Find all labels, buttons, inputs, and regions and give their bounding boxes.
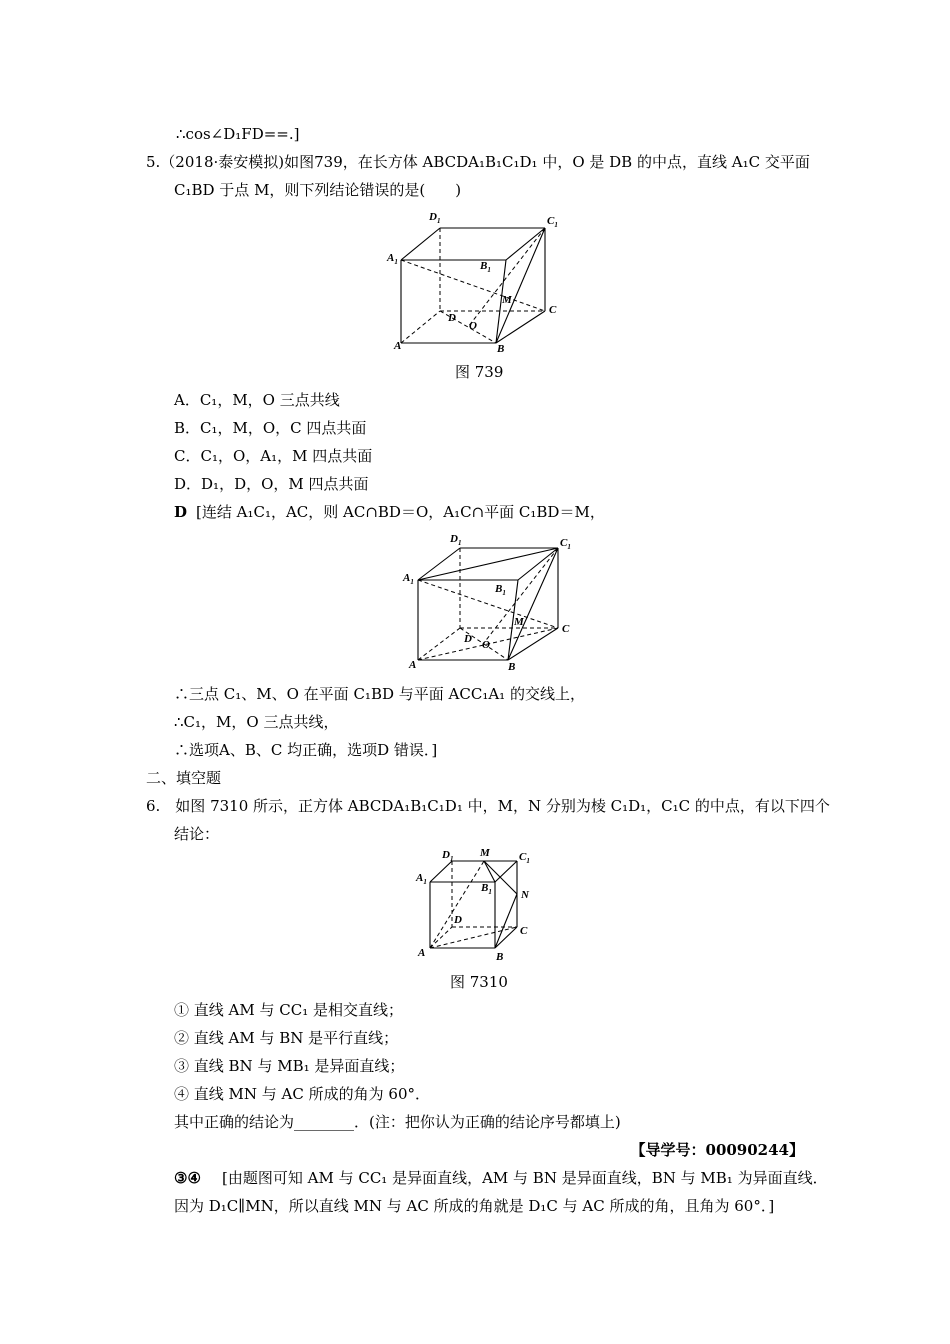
label-d1: $D_1$ (442, 849, 454, 863)
label-o: O (482, 639, 490, 651)
q5-option-b: B．C₁，M，O，C 四点共面 (174, 419, 367, 437)
label-b: B (508, 661, 516, 673)
q5-option-c: C．C₁，O，A₁，M 四点共面 (174, 447, 373, 465)
label-d1: $D_1$ (429, 211, 441, 225)
q5-stem-line2: C₁BD 于点 M，则下列结论错误的是( ) (174, 181, 462, 199)
q6-stem-line1: 6. 如图 7310 所示，正方体 ABCDA₁B₁C₁D₁ 中，M，N 分别为棱 C₁D₁，C₁C 的中点，有以下四个 (146, 797, 830, 815)
label-c: C (520, 925, 528, 937)
q5-answer-line4: ∴选项A、B、C 均正确，选项D 错误．] (174, 741, 438, 759)
q6-answer-label: ③④ (174, 1169, 201, 1187)
label-b1: $B_1$ (480, 260, 491, 274)
figure-739 (385, 205, 585, 355)
label-d: D (448, 312, 456, 324)
q5-answer-label: D (174, 503, 188, 521)
label-a1: $A_1$ (403, 572, 414, 586)
label-b: B (496, 951, 504, 963)
label-m: M (502, 294, 512, 306)
figure-7310-caption: 图 7310 (450, 973, 508, 991)
label-a: A (394, 340, 402, 352)
guide-number: 【导学号：00090244】 (630, 1141, 804, 1159)
label-a: A (418, 947, 426, 959)
section-title: 二、填空题 (146, 769, 222, 787)
previous-answer-tail: ∴cos∠D₁FD==.] (176, 125, 300, 143)
label-b1: $B_1$ (481, 882, 492, 896)
q6-statement-2: ② 直线 AM 与 BN 是平行直线； (174, 1029, 399, 1047)
q6-answer-line1: [由题图可知 AM 与 CC₁ 是异面直线，AM 与 BN 是异面直线，BN 与 MB₁ 为异面直线． (222, 1169, 828, 1187)
q6-statement-1: ① 直线 AM 与 CC₁ 是相交直线； (174, 1001, 404, 1019)
label-n: N (521, 889, 529, 901)
q6-answer-line2: 因为 D₁C∥MN，所以直线 MN 与 AC 所成的角就是 D₁C 与 AC 所成的角，且角为 60°．] (174, 1197, 775, 1215)
q5-answer-line3: ∴C₁，M，O 三点共线， (174, 713, 339, 731)
q6-statement-3: ③ 直线 BN 与 MB₁ 是异面直线； (174, 1057, 405, 1075)
label-c1: $C_1$ (519, 851, 530, 865)
label-a1: $A_1$ (387, 252, 398, 266)
label-c1: $C_1$ (560, 537, 571, 551)
q6-statement-4: ④ 直线 MN 与 AC 所成的角为 60°． (174, 1085, 430, 1103)
figure-739-caption: 图 739 (455, 363, 504, 381)
label-a: A (409, 659, 417, 671)
label-b1: $B_1$ (495, 583, 506, 597)
q5-option-d: D．D₁，D，O，M 四点共面 (174, 475, 369, 493)
q5-stem-line1: 5.（2018·泰安模拟)如图739，在长方体 ABCDA₁B₁C₁D₁ 中，O 是 DB 的中点，直线 A₁C 交平面 (146, 153, 810, 171)
label-m: M (480, 847, 490, 859)
figure-7310 (412, 848, 542, 968)
label-c: C (549, 304, 557, 316)
q6-stem-line2: 结论： (174, 825, 220, 843)
q5-answer-line1: [连结 A₁C₁，AC，则 AC∩BD＝O，A₁C∩平面 C₁BD＝M， (196, 503, 605, 521)
label-d1: $D_1$ (450, 533, 462, 547)
label-c1: $C_1$ (547, 215, 558, 229)
label-m: M (514, 616, 524, 628)
label-o: O (469, 320, 477, 332)
q5-option-a: A．C₁，M，O 三点共线 (174, 391, 340, 409)
label-a1: $A_1$ (416, 872, 427, 886)
label-d: D (464, 633, 472, 645)
label-d: D (454, 914, 462, 926)
q6-prompt: 其中正确的结论为________．(注：把你认为正确的结论序号都填上) (174, 1113, 621, 1131)
label-b: B (497, 343, 505, 355)
q5-answer-line2: ∴三点 C₁、M、O 在平面 C₁BD 与平面 ACC₁A₁ 的交线上， (174, 685, 585, 703)
label-c: C (562, 623, 570, 635)
figure-q5-solution (400, 530, 585, 675)
